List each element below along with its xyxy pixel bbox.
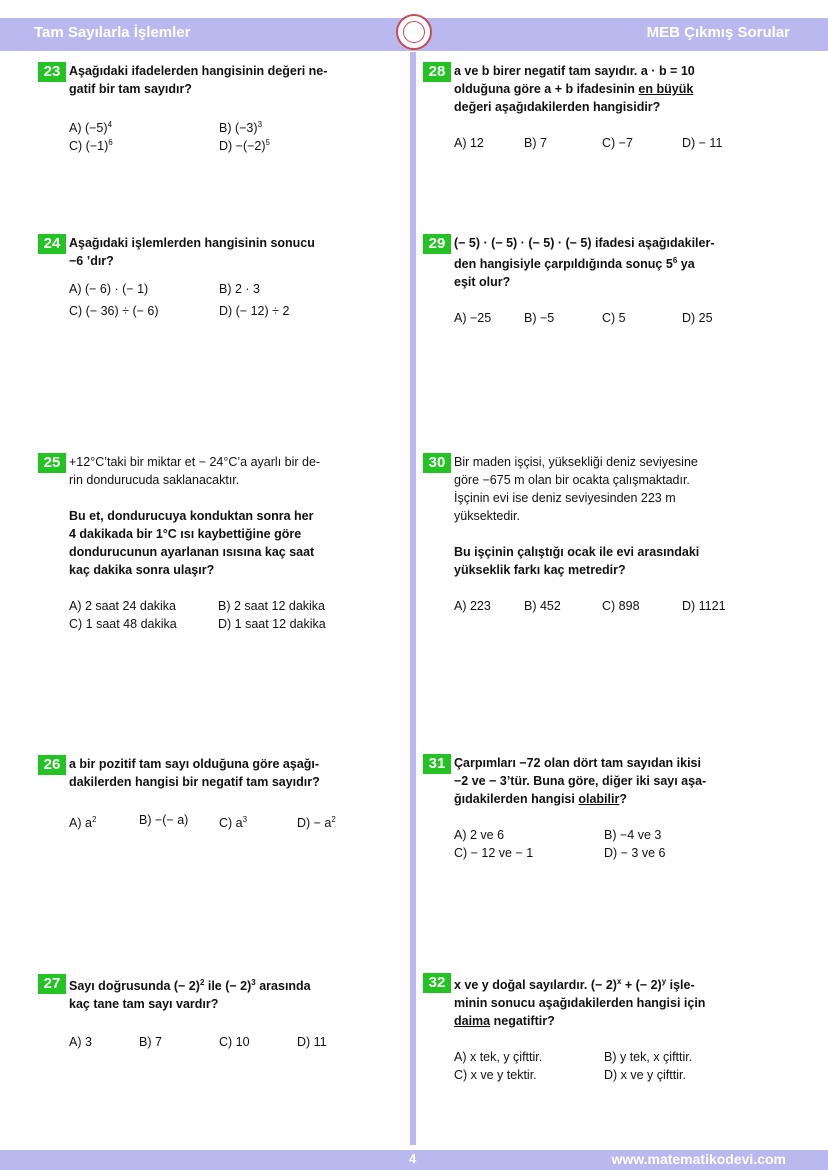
option-c[interactable]: C) 898 — [602, 599, 640, 613]
option-a[interactable]: A) $(-5)^4$ — [69, 120, 113, 136]
option-b[interactable]: B) y tek, x çifttir. — [604, 1050, 693, 1065]
question-stem: a bir pozitif tam sayı olduğuna göre aşağı- dakilerden hangisi bir negatif tam sayıdır? — [69, 757, 320, 789]
meb-logo-icon — [396, 14, 432, 50]
option-c[interactable]: C) (− 36) ÷ (− 6) — [69, 304, 159, 318]
question-stem: Aşağıdaki ifadelerden hangisinin değeri ne- gatif bir tam sayıdır? — [69, 64, 328, 96]
question-number: 28 — [423, 62, 451, 82]
option-b[interactable]: B) 2 · 3 — [219, 282, 260, 296]
option-d[interactable]: D) 25 — [682, 311, 713, 326]
question-32 — [428, 973, 754, 1088]
option-b[interactable]: B) 2 saat 12 dakika — [218, 599, 326, 613]
question-stem: (− 5) · (− 5) · (− 5) · (− 5) ifadesi aşağıdakiler- den hangisiyle çarpıldığında sonuç $5^6$ ya eşit olur? — [454, 236, 715, 290]
option-d[interactable]: D) 1 saat 12 dakika — [218, 617, 326, 631]
option-a[interactable]: A) 2 saat 24 dakika — [69, 599, 177, 613]
option-c[interactable]: C) −7 — [602, 136, 633, 150]
question-stem: x ve y doğal sayılardır. (− 2)$^x$ + (− 2)$^y$ işle- minin sonucu aşağıdakilerden hangisi için daima negatiftir? — [454, 977, 706, 1029]
option-b[interactable]: B) −4 ve 3 — [604, 828, 662, 842]
option-a[interactable]: A) $a^2$ — [69, 815, 97, 831]
option-c[interactable]: C) x ve y tektir. — [454, 1068, 537, 1083]
question-number: 25 — [38, 453, 66, 473]
option-c[interactable]: C) − 12 ve − 1 — [454, 846, 534, 860]
question-26 — [43, 755, 369, 833]
option-a[interactable]: A) 3 — [69, 1035, 92, 1050]
option-b[interactable]: B) −(− a) — [139, 813, 189, 827]
option-d[interactable]: D) − 3 ve 6 — [604, 846, 666, 860]
option-b[interactable]: B) 7 — [139, 1035, 162, 1050]
question-23 — [43, 62, 369, 156]
question-number: 32 — [423, 973, 451, 993]
option-b[interactable]: B) $(-3)^3$ — [219, 120, 263, 136]
question-number: 24 — [38, 234, 66, 254]
question-25 — [43, 453, 369, 637]
question-stem: a ve b birer negatif tam sayıdır. a · b = 10 olduğuna göre a + b ifadesinin en büyük değeri aşağıdakilerden hangisidir? — [454, 64, 695, 114]
option-d[interactable]: $D) - a^2$ — [297, 815, 336, 831]
question-number: 31 — [423, 754, 451, 774]
question-stem: Bu et, dondurucuya konduktan sonra her 4 dakikada bir 1°C ısı kaybettiğine göre dondurucunun ayarlanan ısısına kaç saat kaç dakika sonra ulaşır? — [69, 509, 315, 577]
option-c[interactable]: C) 10 — [219, 1035, 250, 1050]
footer-bar — [0, 1150, 828, 1170]
column-divider — [410, 52, 416, 1145]
option-b[interactable]: B) 452 — [524, 599, 561, 613]
option-a[interactable]: A) 12 — [454, 136, 484, 150]
option-c[interactable]: C) $(-1)^6$ — [69, 138, 113, 154]
option-a[interactable]: A) (− 6) · (− 1) — [69, 282, 149, 296]
question-number: 26 — [38, 755, 66, 775]
option-c[interactable]: C) $a^3$ — [219, 815, 248, 831]
option-d[interactable]: D) x ve y çifttir. — [604, 1068, 686, 1083]
option-d[interactable]: D) (− 12) ÷ 2 — [219, 304, 290, 318]
question-intro: Bir maden işçisi, yüksekliği deniz seviyesine göre −675 m olan bir ocakta çalışmaktadır. İşçinin evi ise deniz seviyesinden 223 m yüksektedir. — [454, 455, 698, 523]
question-28 — [428, 62, 754, 156]
question-29 — [428, 234, 754, 331]
footer-site-link[interactable]: www.matematikodevi.com — [611, 1151, 786, 1167]
option-a[interactable]: A) −25 — [454, 311, 492, 326]
header-right-title: MEB Çıkmış Sorular — [646, 24, 790, 41]
question-stem: Aşağıdaki işlemlerden hangisinin sonucu −6 ’dır? — [69, 236, 315, 268]
option-d[interactable]: D) 1121 — [682, 599, 726, 613]
question-number: 30 — [423, 453, 451, 473]
question-stem: Çarpımları −72 olan dört tam sayıdan ikisi −2 ve − 3’tür. Buna göre, diğer iki sayı aşa- ğıdakilerden hangisi olabilir? — [454, 756, 707, 806]
question-intro: +12°C’taki bir miktar et − 24°C’a ayarlı bir de- rin dondurucuda saklanacaktır. — [69, 455, 321, 487]
question-stem: Sayı doğrusunda (− 2)$^2$ ile (− 2)$^3$ arasında kaç tane tam sayı vardır? — [69, 978, 311, 1012]
question-number: 23 — [38, 62, 66, 82]
option-d[interactable]: D) 11 — [297, 1035, 327, 1050]
option-b[interactable]: B) −5 — [524, 311, 555, 326]
question-31 — [428, 754, 754, 866]
question-30 — [428, 453, 754, 619]
option-d[interactable]: $D) -(-2)^5$ — [219, 138, 270, 154]
page-number: 4 — [409, 1151, 417, 1166]
option-c[interactable]: C) 5 — [602, 311, 626, 326]
option-b[interactable]: B) 7 — [524, 136, 547, 150]
question-number: 29 — [423, 234, 451, 254]
option-d[interactable]: D) − 11 — [682, 136, 723, 150]
option-c[interactable]: C) 1 saat 48 dakika — [69, 617, 177, 631]
option-a[interactable]: A) 223 — [454, 599, 491, 613]
option-a[interactable]: A) x tek, y çifttir. — [454, 1050, 543, 1065]
option-a[interactable]: A) 2 ve 6 — [454, 828, 505, 842]
question-stem: Bu işçinin çalıştığı ocak ile evi arasındaki yükseklik farkı kaç metredir? — [454, 545, 700, 577]
question-27 — [43, 974, 369, 1055]
question-number: 27 — [38, 974, 66, 994]
question-24 — [43, 234, 369, 324]
header-left-title: Tam Sayılarla İşlemler — [34, 24, 191, 41]
